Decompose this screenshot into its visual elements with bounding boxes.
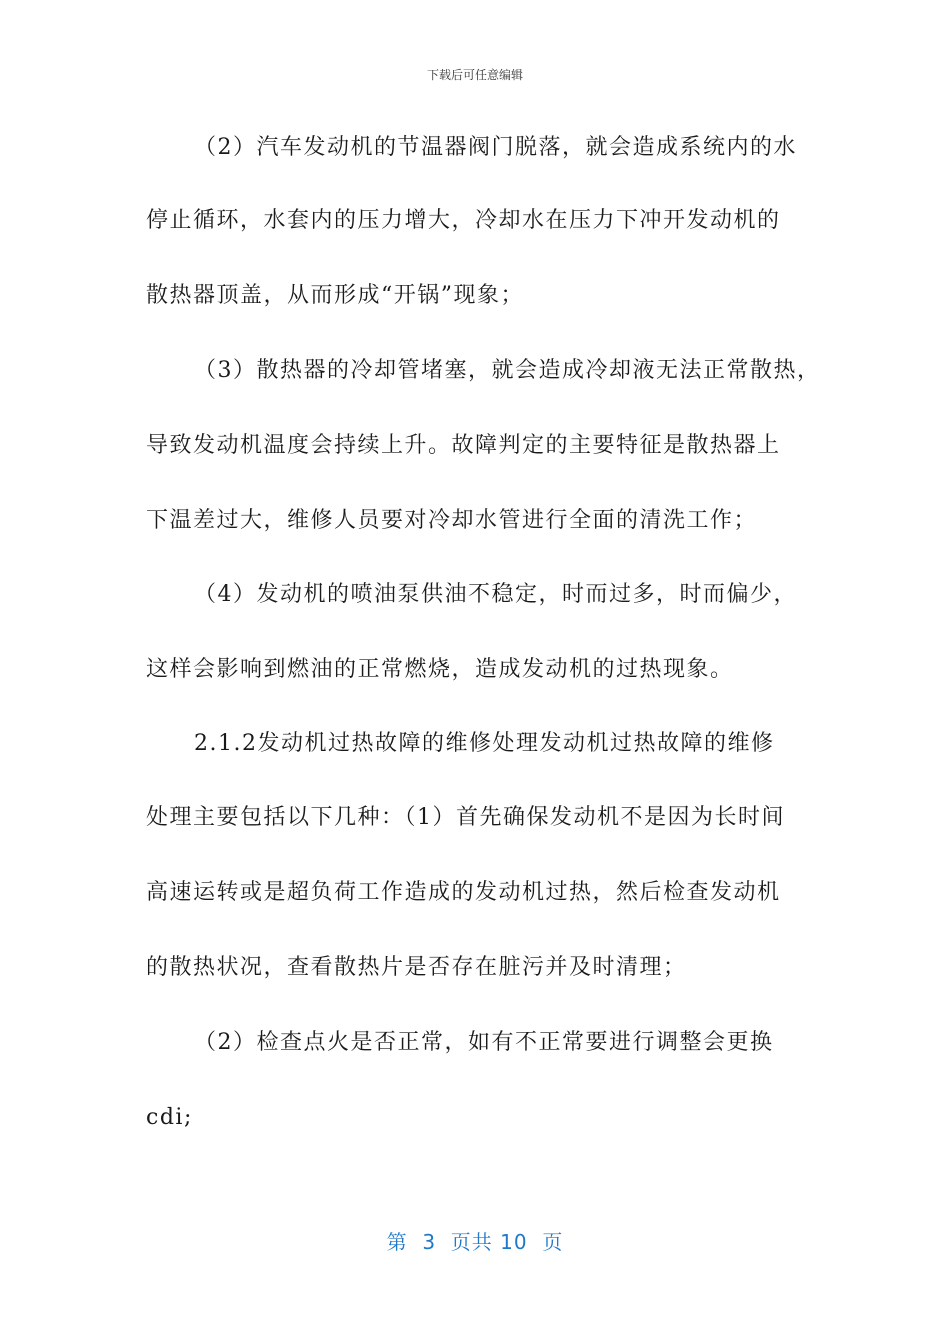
body-line-14: cdi; — [146, 1105, 193, 1130]
body-line-4: （3）散热器的冷却管堵塞，就会造成冷却液无法正常散热， — [194, 358, 821, 383]
body-line-9: 2.1.2发动机过热故障的维修处理发动机过热故障的维修 — [194, 731, 775, 756]
body-line-8: 这样会影响到燃油的正常燃烧，造成发动机的过热现象。 — [146, 657, 734, 682]
body-line-13: （2）检查点火是否正常，如有不正常要进行调整会更换 — [194, 1030, 774, 1055]
body-line-3: 散热器顶盖，从而形成“开锅”现象； — [146, 283, 524, 308]
page-header: 下载后可任意编辑 — [426, 68, 523, 82]
page-footer: 第 3 页共 10 页 — [386, 1230, 564, 1254]
body-line-12: 的散热状况，查看散热片是否存在脏污并及时清理； — [146, 955, 687, 980]
body-line-7: （4）发动机的喷油泵供油不稳定，时而过多，时而偏少， — [194, 582, 797, 607]
body-line-5: 导致发动机温度会持续上升。故障判定的主要特征是散热器上 — [146, 433, 781, 458]
body-line-2: 停止循环，水套内的压力增大，冷却水在压力下冲开发动机的 — [146, 208, 781, 233]
body-line-10: 处理主要包括以下几种：（1）首先确保发动机不是因为长时间 — [146, 805, 785, 830]
body-line-6: 下温差过大，维修人员要对冷却水管进行全面的清洗工作； — [146, 508, 758, 533]
body-line-1: （2）汽车发动机的节温器阀门脱落，就会造成系统内的水 — [194, 135, 797, 160]
body-line-11: 高速运转或是超负荷工作造成的发动机过热，然后检查发动机 — [146, 880, 781, 905]
